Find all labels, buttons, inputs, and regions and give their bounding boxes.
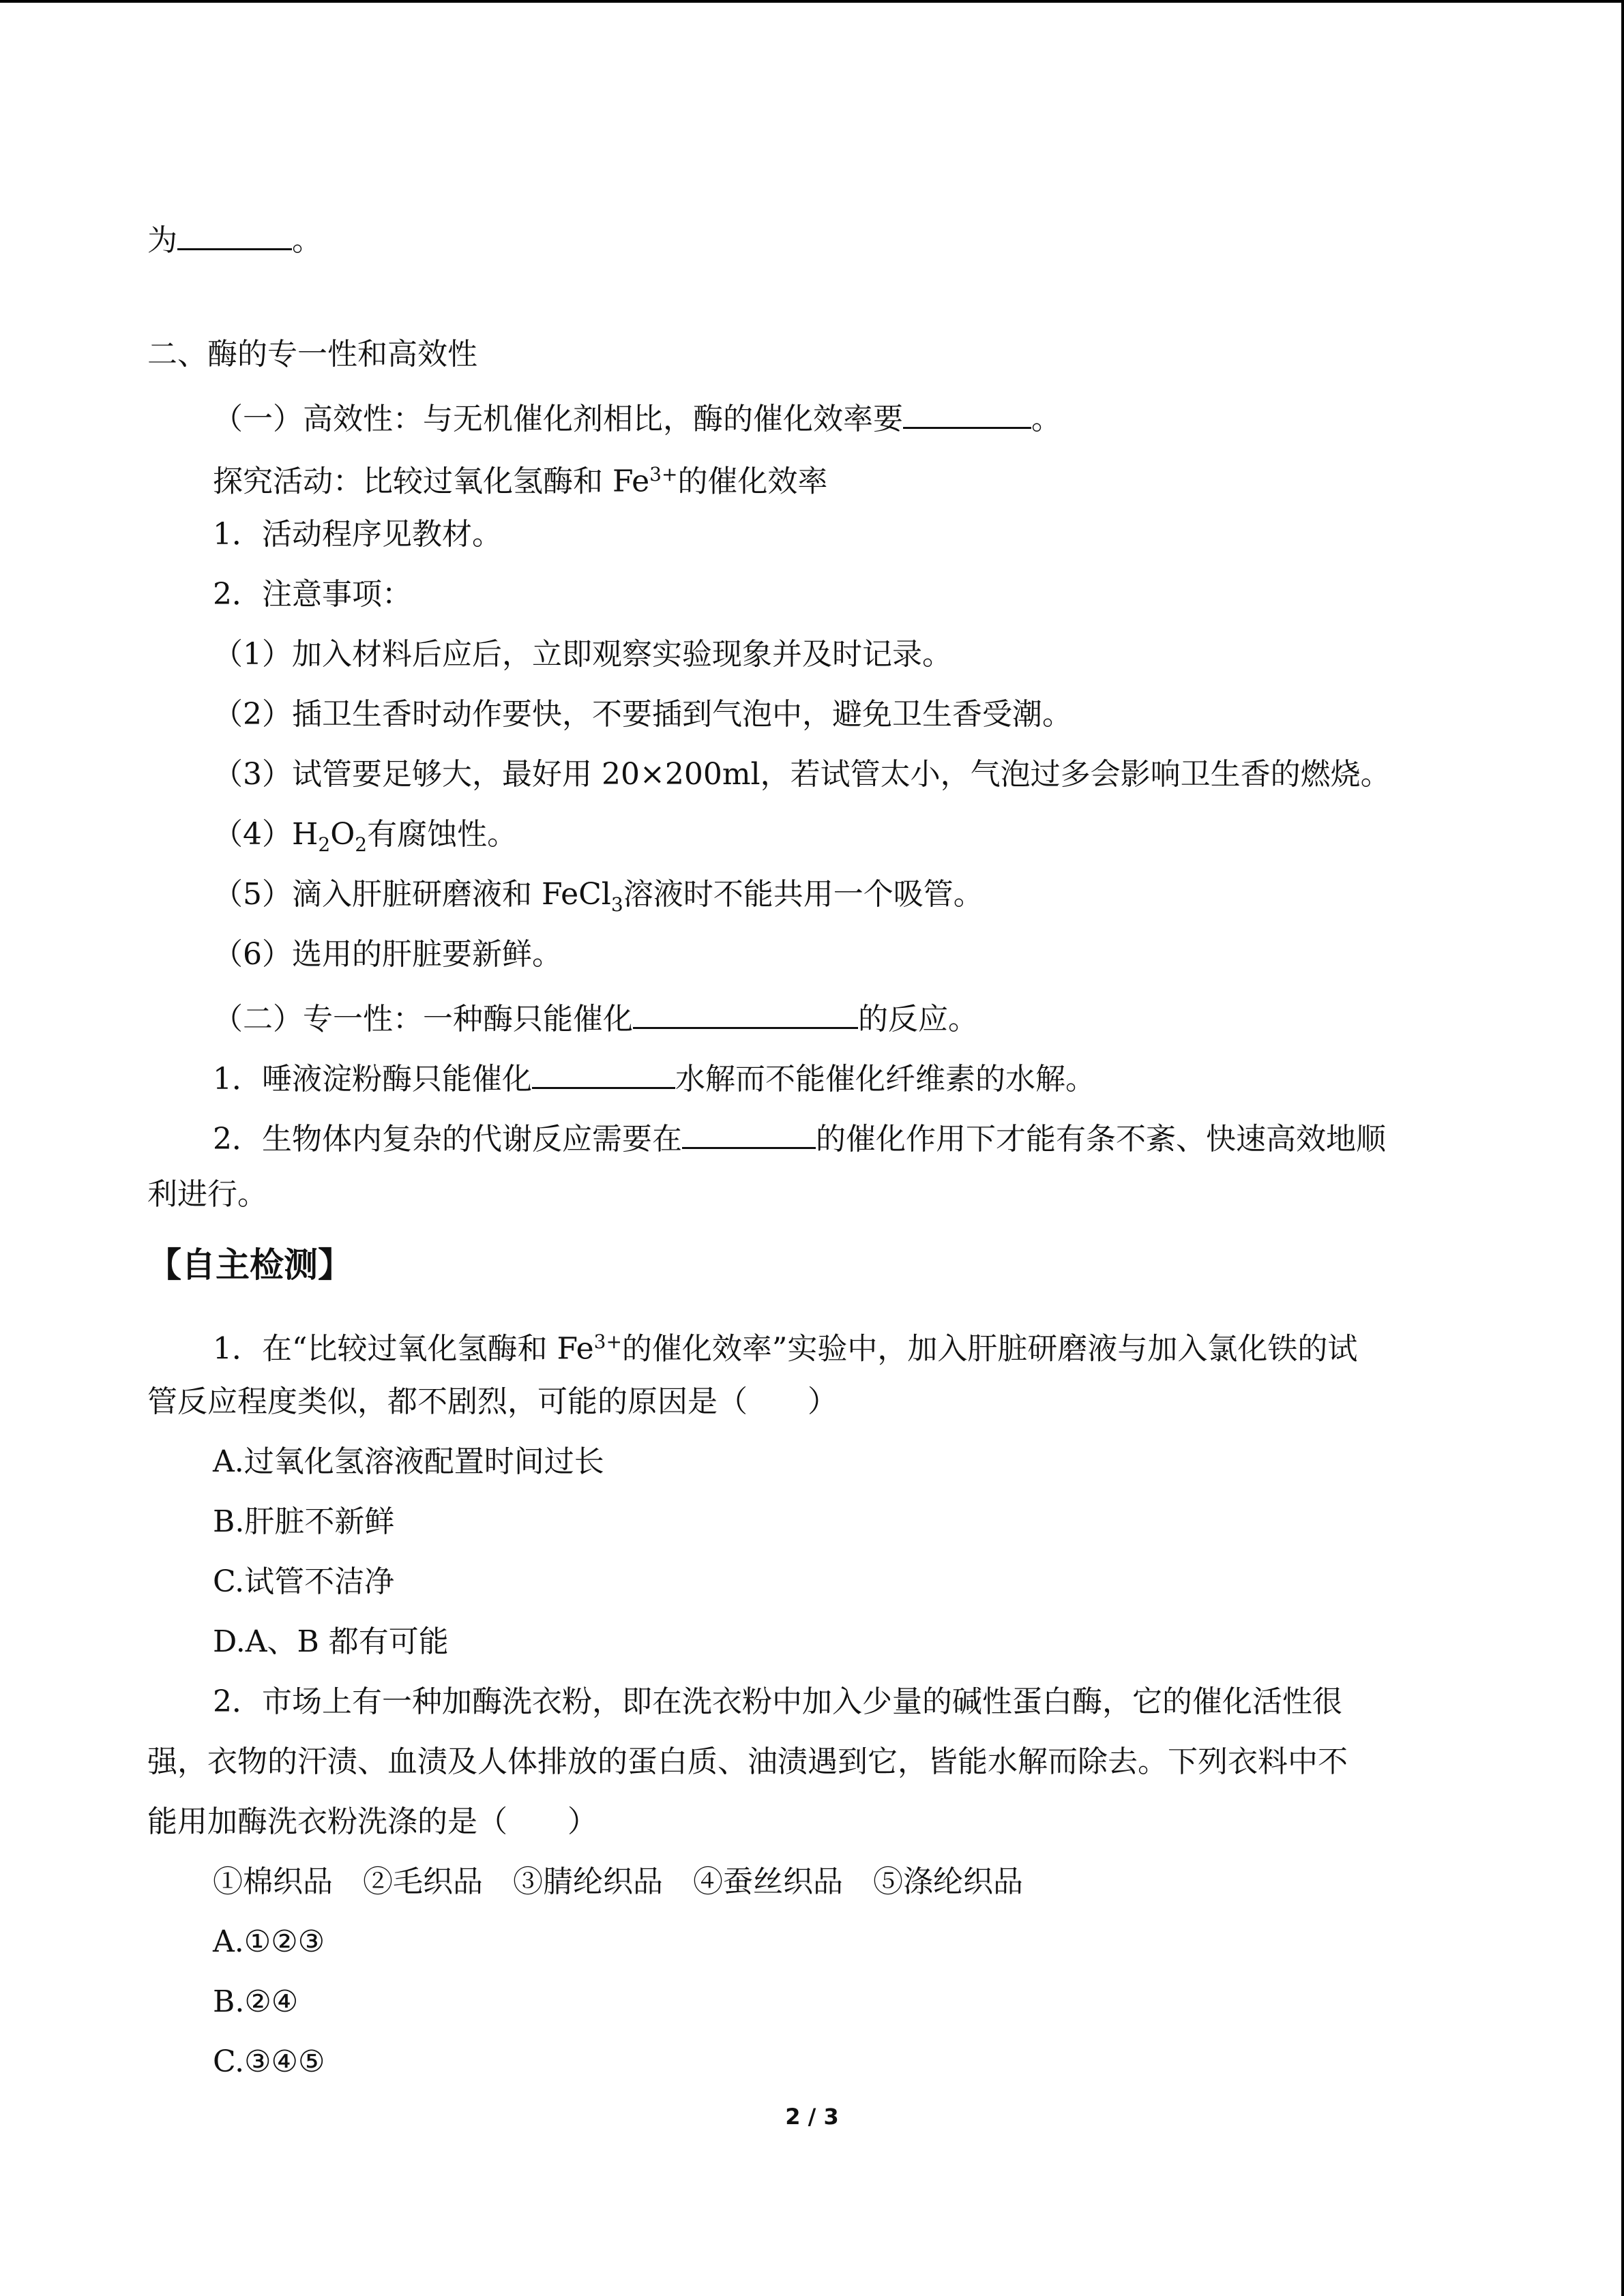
section-heading: 【自主检测】 (147, 1245, 352, 1285)
text-line (213, 994, 978, 1035)
text-span: 。 (292, 223, 322, 258)
text-span: 探究活动：比较过氧化氢酶和 Fe (213, 464, 650, 499)
subscript: 2 (318, 833, 331, 856)
answer-blank[interactable] (177, 215, 292, 250)
question-line: 强，衣物的汗渍、血渍及人体排放的蛋白质、油渍遇到它，皆能水解而除去。下列衣料中不 (147, 1744, 1348, 1779)
text-line: （1）加入材料后应后，立即观察实验现象并及时记录。 (213, 637, 952, 672)
text-line (213, 454, 828, 499)
option-d[interactable]: D.A、B 都有可能 (213, 1624, 449, 1659)
text-line: （3）试管要足够大，最好用 20×200ml，若试管太小，气泡过多会影响卫生香的燃烧。 (213, 757, 1391, 792)
text-span: （一）高效性：与无机催化剂相比，酶的催化效率要 (213, 402, 903, 436)
text-line (213, 1054, 1095, 1095)
answer-blank[interactable] (682, 1114, 816, 1149)
text-line (147, 215, 322, 256)
text-span: 的催化作用下才能有条不紊、快速高效地顺 (816, 1122, 1386, 1157)
text-span: 的反应。 (858, 1002, 978, 1037)
text-span: （5）滴入肝脏研磨液和 FeCl (213, 877, 611, 912)
option-c[interactable]: C.③④⑤ (213, 2044, 325, 2079)
text-span: 为 (147, 223, 177, 258)
text-span: 的催化效率”实验中，加入肝脏研磨液与加入氯化铁的试 (621, 1331, 1358, 1367)
answer-blank[interactable] (532, 1054, 675, 1089)
item-list: ①棉织品 ②毛织品 ③腈纶织品 ④蚕丝织品 ⑤涤纶织品 (213, 1864, 1023, 1899)
text-span: 1．在“比较过氧化氢酶和 Fe (213, 1331, 594, 1367)
page-right-border (1621, 0, 1624, 2296)
text-span: 2．生物体内复杂的代谢反应需要在 (213, 1122, 682, 1157)
text-line (213, 1114, 1386, 1155)
option-a[interactable]: A.①②③ (213, 1924, 325, 1959)
text-line: 利进行。 (147, 1177, 267, 1212)
subscript: 2 (355, 833, 368, 856)
subscript: 3 (610, 893, 623, 916)
option-b[interactable]: B.肝脏不新鲜 (213, 1504, 395, 1539)
text-line (213, 874, 984, 915)
superscript: 3+ (649, 463, 678, 486)
text-span: 水解而不能催化纤维素的水解。 (675, 1062, 1095, 1097)
text-line (213, 814, 517, 855)
text-line: 1．活动程序见教材。 (213, 517, 502, 552)
answer-blank[interactable] (633, 994, 858, 1029)
superscript: 3+ (593, 1330, 622, 1353)
text-span: 有腐蚀性。 (367, 817, 518, 852)
page-number: 2 / 3 (785, 2104, 839, 2130)
text-span: 溶液时不能共用一个吸管。 (623, 877, 984, 912)
text-line: 2．注意事项： (213, 577, 412, 612)
text-span: 。 (1031, 402, 1061, 436)
question-line: 能用加酶洗衣粉洗涤的是（ ） (147, 1804, 597, 1839)
option-c[interactable]: C.试管不洁净 (213, 1564, 395, 1599)
text-span: O (330, 817, 355, 852)
answer-blank[interactable] (903, 394, 1031, 429)
text-span: 1．唾液淀粉酶只能催化 (213, 1062, 532, 1097)
question-line: 管反应程度类似，都不剧烈，可能的原因是（ ） (147, 1384, 838, 1419)
text-line: （6）选用的肝脏要新鲜。 (213, 937, 562, 972)
section-title: 二、酶的专一性和高效性 (147, 337, 477, 372)
text-span: 的催化效率 (677, 464, 828, 499)
question-line (213, 1322, 1358, 1367)
text-line: （2）插卫生香时动作要快，不要插到气泡中，避免卫生香受潮。 (213, 697, 1072, 732)
text-line (213, 394, 1061, 435)
text-span: （4）H (213, 817, 319, 852)
option-a[interactable]: A.过氧化氢溶液配置时间过长 (213, 1444, 604, 1479)
page-top-border (0, 0, 1624, 3)
text-span: （二）专一性：一种酶只能催化 (213, 1002, 633, 1037)
option-b[interactable]: B.②④ (213, 1984, 299, 2019)
question-line: 2．市场上有一种加酶洗衣粉，即在洗衣粉中加入少量的碱性蛋白酶，它的催化活性很 (213, 1684, 1342, 1719)
